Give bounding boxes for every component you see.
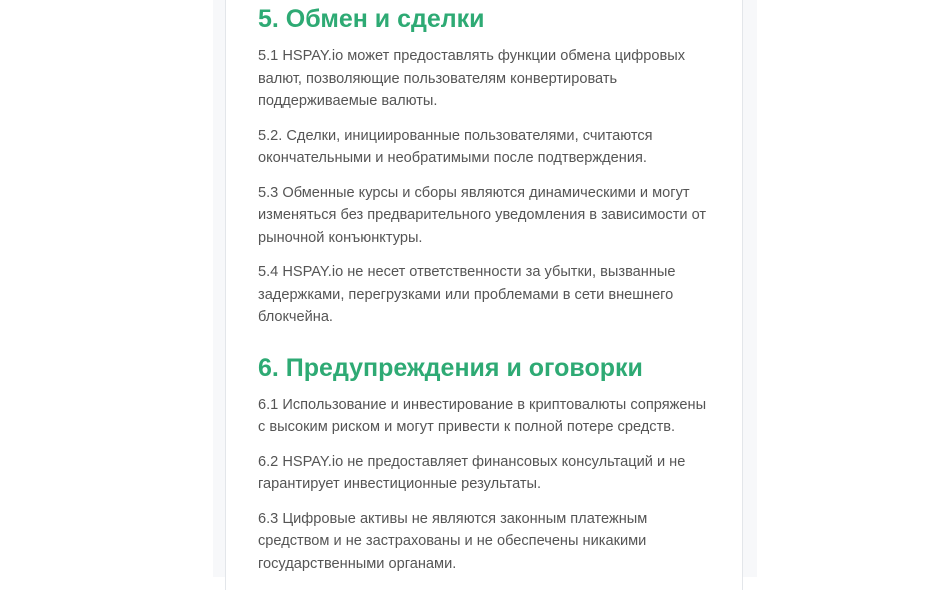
section-6-heading: 6. Предупреждения и оговорки	[258, 353, 643, 382]
section-5-heading: 5. Обмен и сделки	[258, 5, 485, 33]
paragraph-6-2: 6.2 HSPAY.io не предоставляет финансовых консультаций и не гарантирует инвестиционные результаты.	[258, 453, 686, 492]
terms-content	[225, 0, 743, 590]
paragraph-6-1: 6.1 Использование и инвестирование в криптовалюты сопряжены с высоким риском и могут привести к полной потере средств.	[258, 396, 707, 435]
paragraph-5-3: 5.3 Обменные курсы и сборы являются динамическими и могут изменяться без предварительного уведомления в зависимости от рыночной конъюнктуры.	[258, 184, 707, 246]
paragraph-5-4: 5.4 HSPAY.io не несет ответственности за убытки, вызванные задержками, перегрузками или проблемами в сети внешнего блокчейна.	[258, 264, 676, 325]
paragraph-6-3: 6.3 Цифровые активы не являются законным платежным средством и не застрахованы и не обеспечены никакими государственными органами.	[258, 510, 648, 572]
paragraph-5-1: 5.1 HSPAY.io может предоставлять функции обмена цифровых валют, позволяющие пользователям конвертировать поддерживаемые валюты.	[258, 48, 686, 109]
paragraph-5-2: 5.2. Сделки, инициированные пользователями, считаются окончательными и необратимыми после подтверждения.	[258, 127, 653, 166]
